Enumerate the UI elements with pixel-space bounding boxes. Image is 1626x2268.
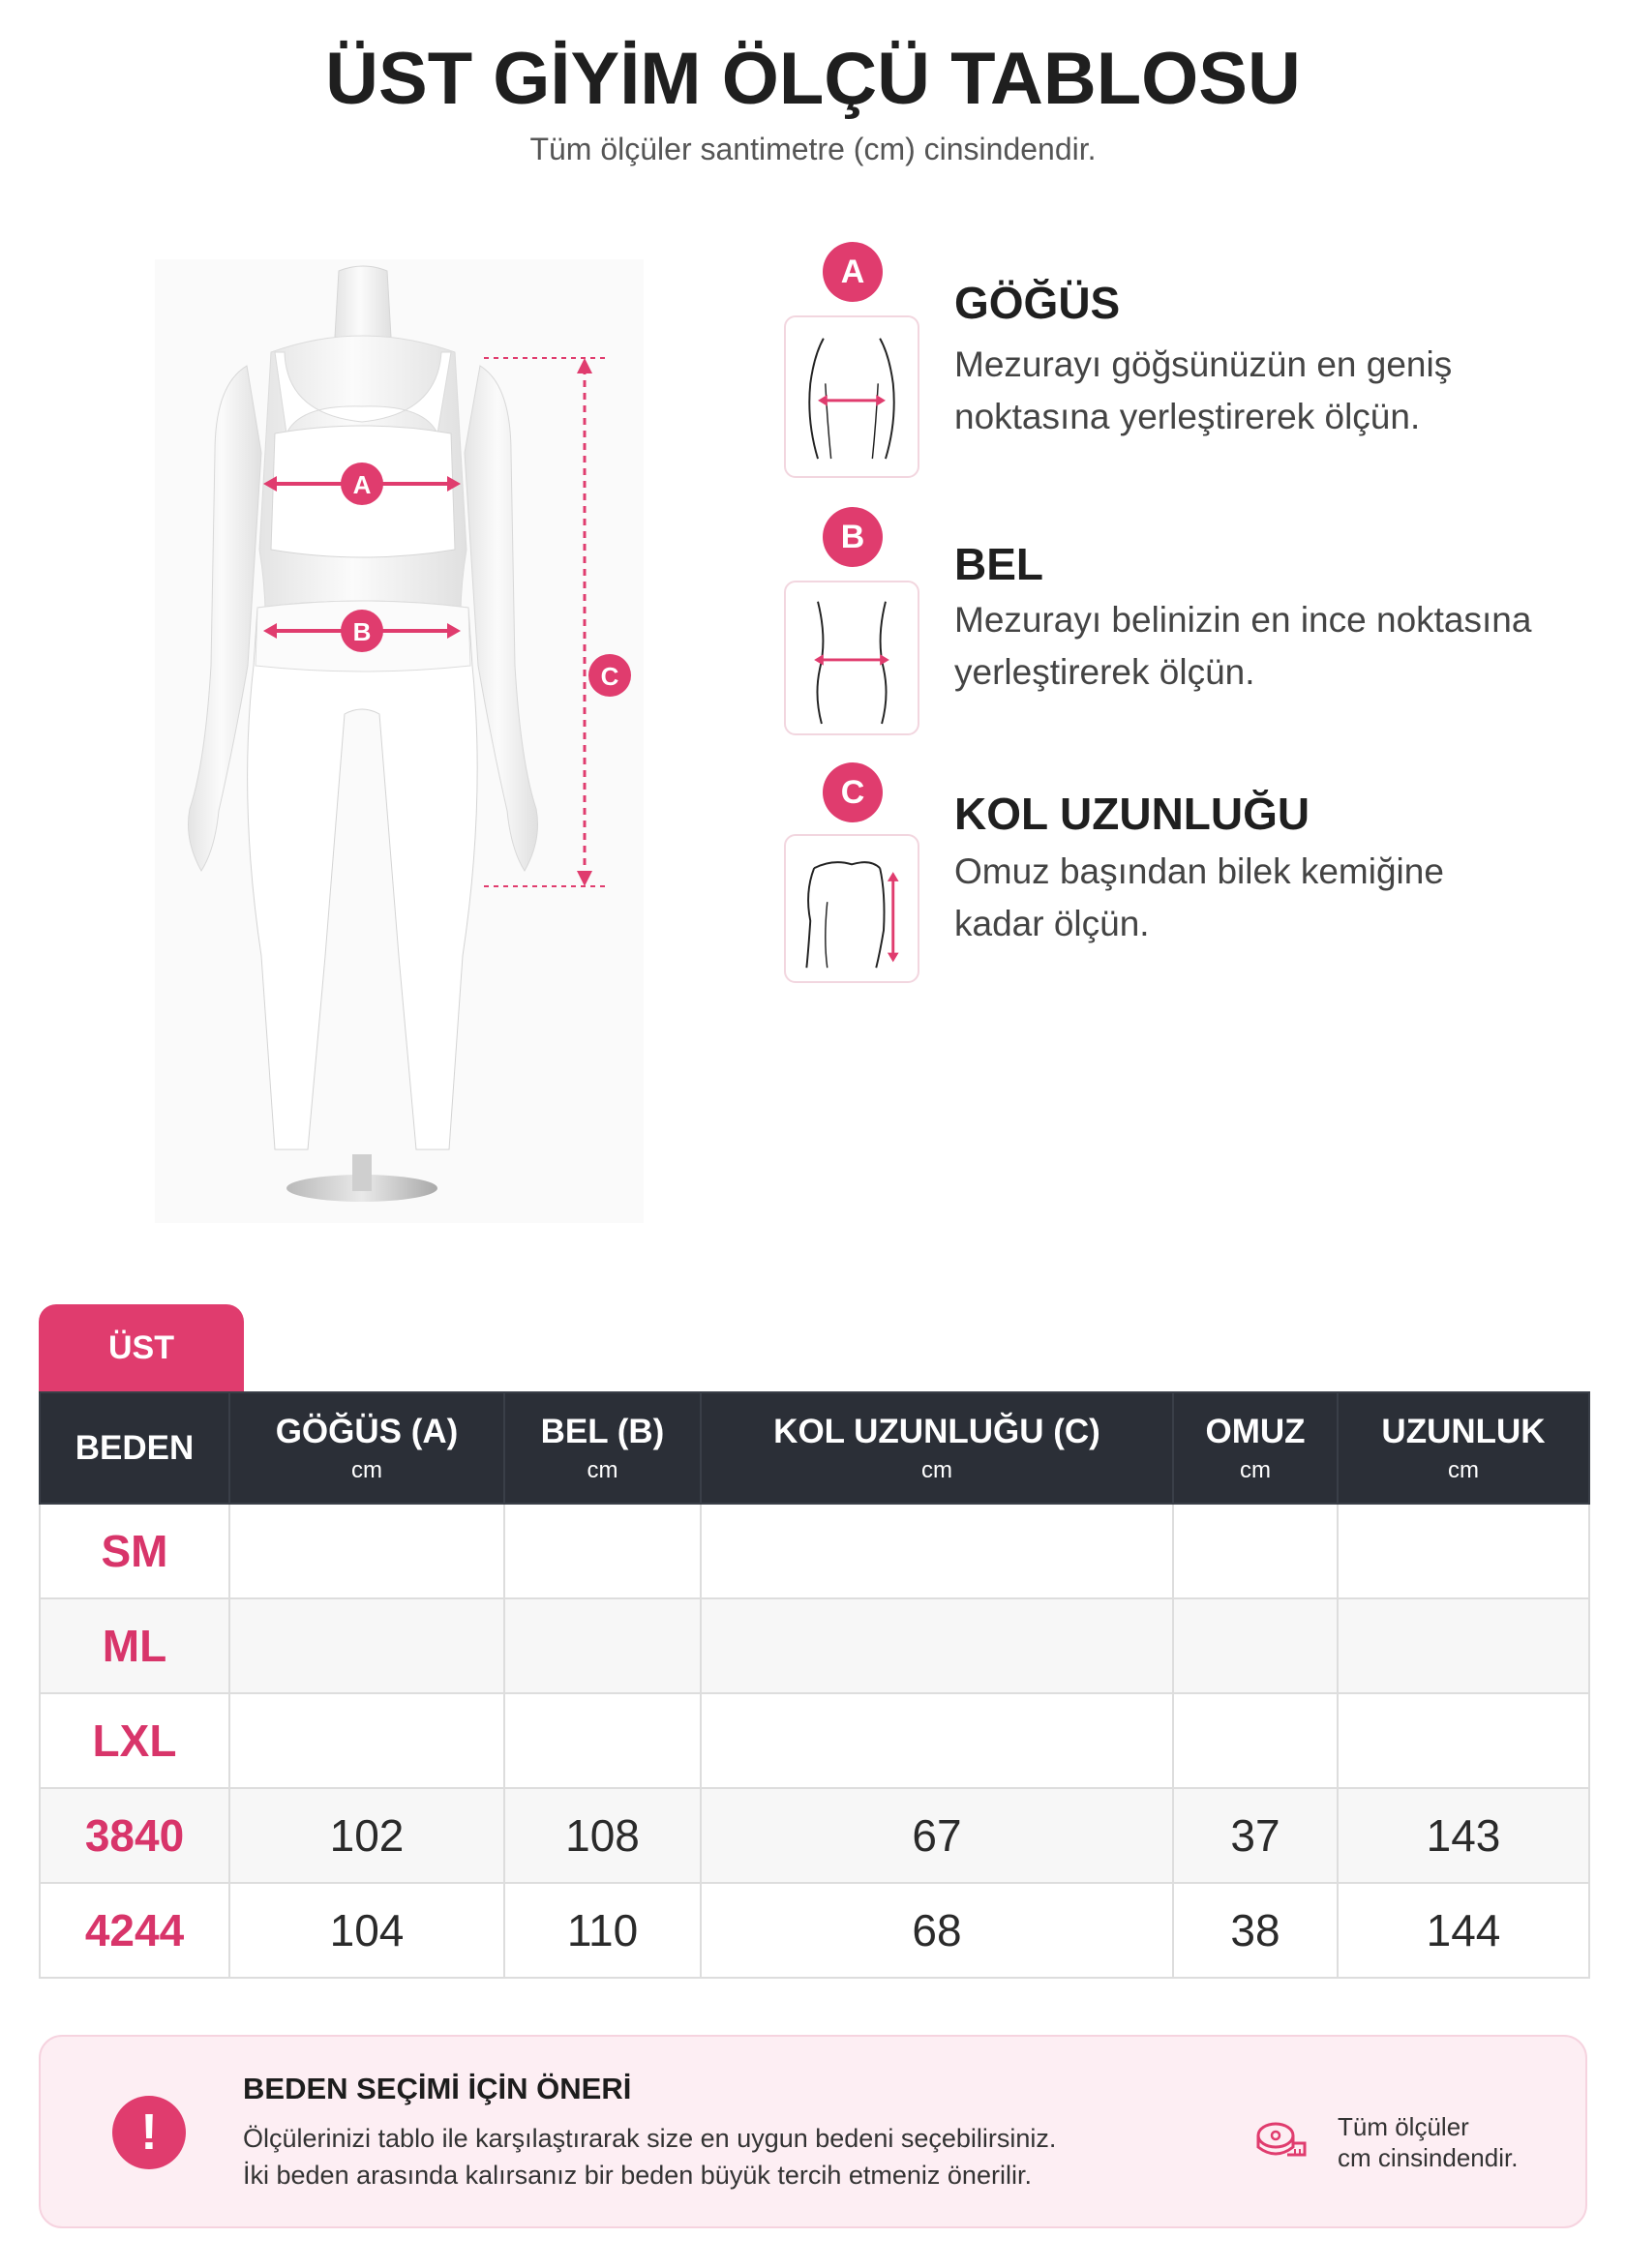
table-cell: 102 (229, 1788, 504, 1883)
table-cell: 38 (1173, 1883, 1338, 1978)
chest-icon (784, 315, 919, 478)
recommendation-text-line2: İki beden arasında kalırsanız bir beden büyük tercih etmeniz önerilir. (243, 2161, 1032, 2190)
table-row (40, 1504, 1589, 1598)
table-cell: 143 (1338, 1788, 1589, 1883)
table-cell (504, 1598, 701, 1693)
table-cell (701, 1598, 1173, 1693)
recommendation-box (39, 2035, 1587, 2228)
label-b: B (352, 617, 372, 646)
table-cell (1173, 1598, 1338, 1693)
page-title: ÜST GİYİM ÖLÇÜ TABLOSU (325, 38, 1301, 120)
size-cell: LXL (40, 1693, 229, 1788)
measurement-title: GÖĞÜS (954, 278, 1121, 328)
size-cell: 3840 (40, 1788, 229, 1883)
sleeve-icon (784, 834, 919, 983)
unit-note-line1: Tüm ölçüler (1338, 2112, 1469, 2141)
tab-ust[interactable]: ÜST (39, 1304, 244, 1391)
size-cell: 4244 (40, 1883, 229, 1978)
table-cell (1338, 1693, 1589, 1788)
measurement-chest (784, 242, 1607, 484)
table-cell (701, 1693, 1173, 1788)
tape-measure-icon (1252, 2110, 1309, 2166)
label-c: C (600, 662, 619, 691)
table-cell (229, 1598, 504, 1693)
table-cell (229, 1693, 504, 1788)
badge-a: A (823, 242, 883, 302)
header-beden: BEDEN (40, 1392, 229, 1504)
badge-c: C (823, 762, 883, 822)
table-row (40, 1693, 1589, 1788)
table-row (40, 1598, 1589, 1693)
table-cell (1338, 1598, 1589, 1693)
header-omuz: OMUZ cm (1173, 1392, 1338, 1504)
size-cell: ML (40, 1598, 229, 1693)
table-row (40, 1788, 1589, 1883)
measurement-desc: Mezurayı belinizin en ince noktasına yerleştirerek ölçün. (954, 600, 1532, 692)
table-cell: 67 (701, 1788, 1173, 1883)
table-cell (229, 1504, 504, 1598)
header-uzunluk: UZUNLUK cm (1338, 1392, 1589, 1504)
exclamation-icon: ! (112, 2096, 186, 2169)
table-cell (1338, 1504, 1589, 1598)
measurement-title: BEL (954, 539, 1043, 589)
recommendation-title: BEDEN SEÇİMİ İÇİN ÖNERİ (243, 2072, 632, 2105)
table-header-row (40, 1392, 1589, 1504)
size-cell: SM (40, 1504, 229, 1598)
table-cell (504, 1504, 701, 1598)
page-subtitle: Tüm ölçüler santimetre (cm) cinsindendir. (529, 132, 1097, 166)
table-row (40, 1883, 1589, 1978)
header-gogus: GÖĞÜS (A) cm (229, 1392, 504, 1504)
table-cell: 110 (504, 1883, 701, 1978)
waist-icon (784, 581, 919, 735)
measurement-desc: Omuz başından bilek kemiğine kadar ölçün. (954, 851, 1444, 943)
mannequin-illustration (155, 259, 644, 1223)
header-kol-uzunlugu: KOL UZUNLUĞU (C) cm (701, 1392, 1173, 1504)
table-cell: 144 (1338, 1883, 1589, 1978)
table-cell (504, 1693, 701, 1788)
unit-note-line2: cm cinsindendir. (1338, 2143, 1519, 2172)
size-table (39, 1391, 1590, 1979)
label-a: A (352, 470, 372, 499)
badge-b: B (823, 507, 883, 567)
measurement-waist (784, 507, 1607, 749)
table-cell: 37 (1173, 1788, 1338, 1883)
table-cell: 108 (504, 1788, 701, 1883)
table-cell: 68 (701, 1883, 1173, 1978)
measurement-sleeve (784, 762, 1607, 995)
table-cell (701, 1504, 1173, 1598)
measurement-title: KOL UZUNLUĞU (954, 789, 1310, 839)
table-cell: 104 (229, 1883, 504, 1978)
recommendation-text-line1: Ölçülerinizi tablo ile karşılaştırarak size en uygun bedeni seçebilirsiniz. (243, 2124, 1057, 2153)
table-cell (1173, 1504, 1338, 1598)
measurement-desc: Mezurayı göğsünüzün en geniş noktasına yerleştirerek ölçün. (954, 344, 1453, 436)
header-bel: BEL (B) cm (504, 1392, 701, 1504)
table-cell (1173, 1693, 1338, 1788)
